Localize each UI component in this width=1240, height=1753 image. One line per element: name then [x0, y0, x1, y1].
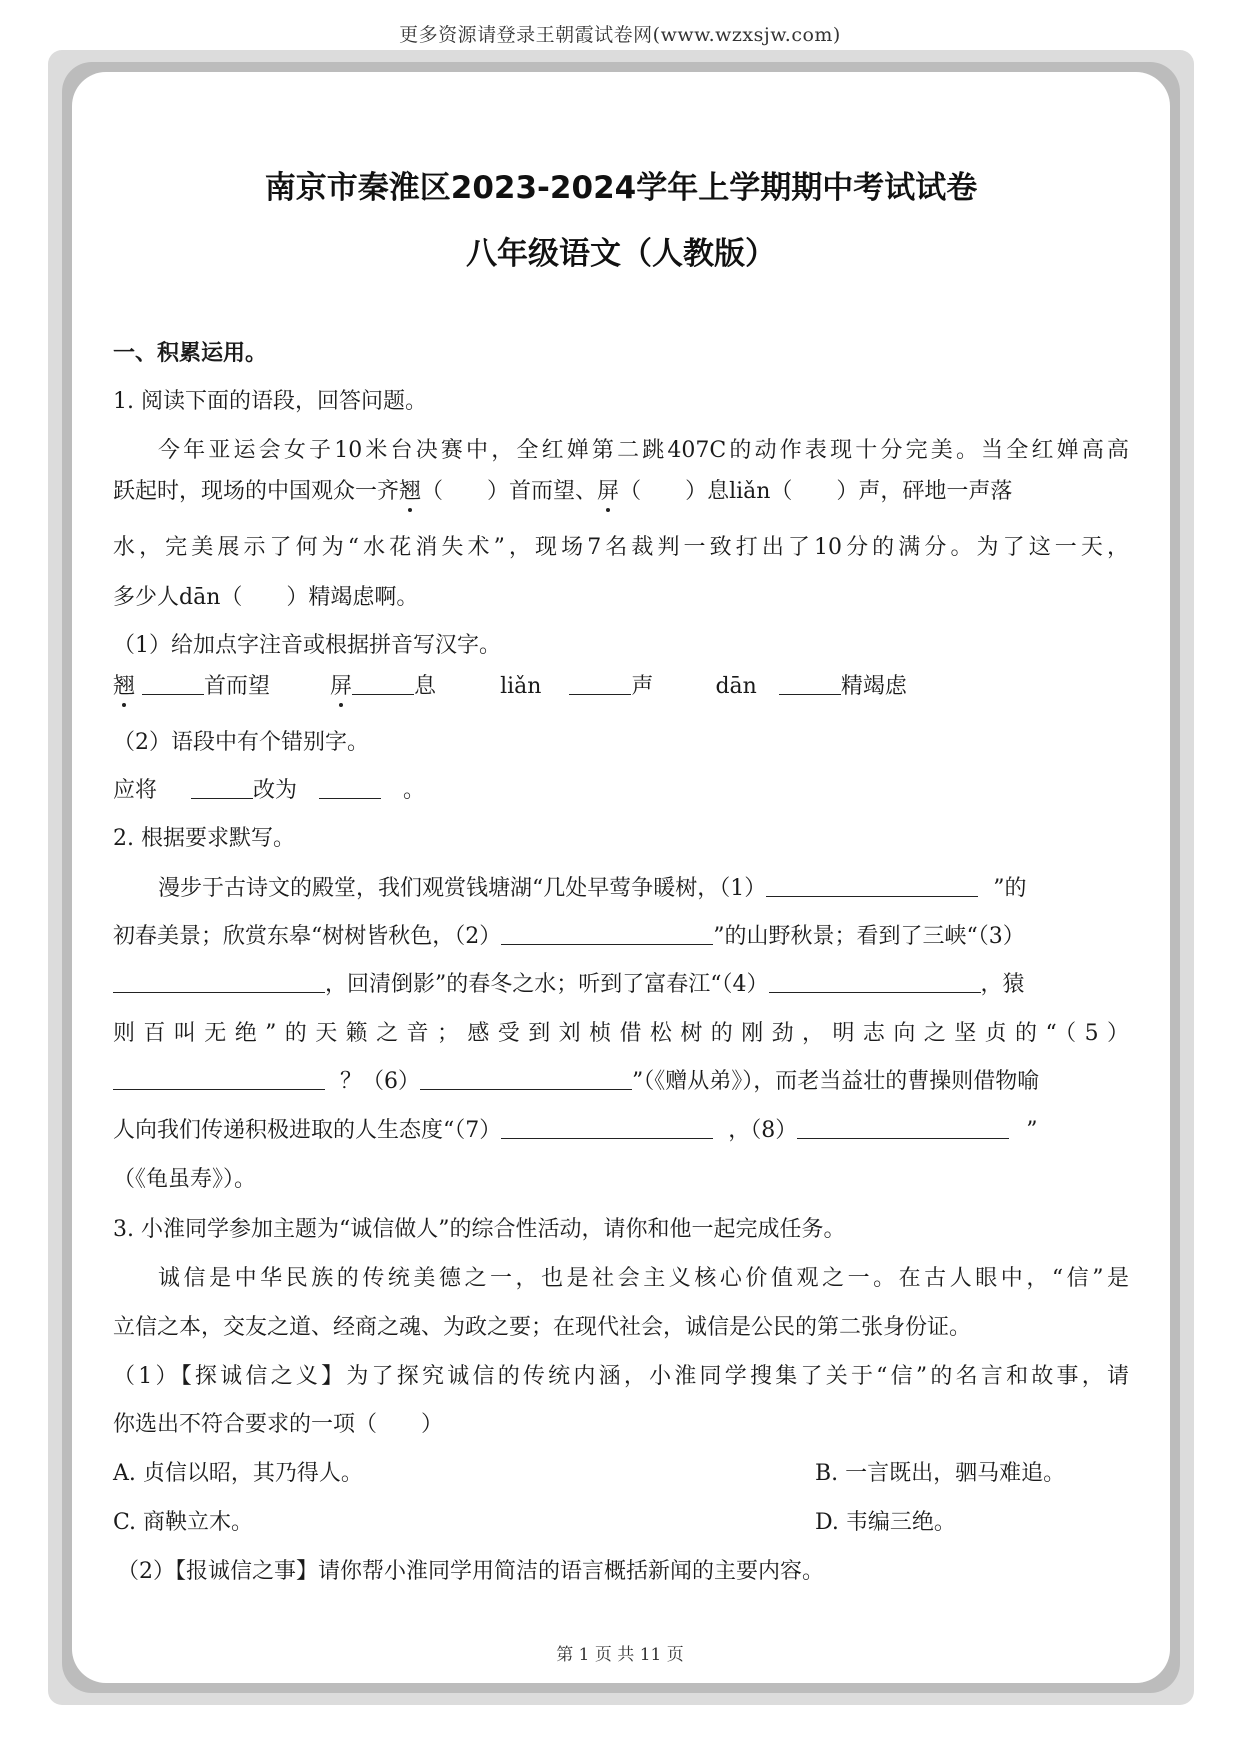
q2-text: ” [1026, 1118, 1038, 1143]
option-b[interactable]: B. 一言既出，驷马难追。 [815, 1461, 1066, 1486]
q3-sub-question-1-cont: 你选出不符合要求的一项（ ） [113, 1412, 444, 1437]
q2-text: ，回清倒影”的春冬之水；听到了富春江“（4） [325, 972, 769, 997]
question-3-stem: 3. 小淮同学参加主题为“诚信做人”的综合性活动，请你和他一起完成任务。 [113, 1217, 846, 1242]
header-note: 更多资源请登录王朝霞试卷网(www.wzxsjw.com) [399, 24, 841, 46]
q2-line-7: （《龟虽寿》）。 [113, 1167, 257, 1192]
option-c[interactable]: C. 商鞅立木。 [113, 1510, 254, 1535]
answer-blank[interactable] [191, 776, 253, 799]
q3-options-row-1 [113, 1459, 1129, 1489]
q2-text: 漫步于古诗文的殿堂，我们观赏钱塘湖“几处早莺争暖树，（1） [158, 876, 767, 901]
question-2-stem: 2. 根据要求默写。 [113, 826, 295, 851]
q2-text: ，（8） [728, 1118, 798, 1143]
exam-subtitle: 八年级语文（人教版） [466, 236, 776, 272]
answer-blank[interactable] [142, 672, 204, 695]
q2-text: 初春美景；欣赏东皋“树树皆秋色，（2） [113, 924, 502, 949]
q1-passage-text: 跃起时，现场的中国观众一齐 [113, 479, 400, 504]
answer-blank[interactable] [769, 970, 981, 993]
fix-text: 应将 [113, 778, 158, 803]
q2-text: ”的山野秋景；看到了三峡“（3） [713, 924, 1025, 949]
dotted-char: 翘 [113, 674, 136, 699]
q2-text: ，猿 [980, 972, 1025, 997]
question-1-stem: 1. 阅读下面的语段，回答问题。 [113, 389, 427, 414]
answer-blank[interactable] [766, 874, 978, 897]
answer-blank[interactable] [797, 1116, 1009, 1139]
q2-line-3 [113, 970, 1129, 1000]
q1-sub-question-2: （2）语段中有个错别字。 [113, 730, 369, 755]
fill-text: 声 [631, 674, 654, 699]
q3-sub-question-2: （2）【报诚信之事】请你帮小淮同学用简洁的语言概括新闻的主要内容。 [117, 1559, 824, 1584]
exam-title: 南京市秦淮区2023-2024学年上学期期中考试试卷 [264, 170, 978, 206]
dotted-char: 屏 [330, 674, 353, 699]
fill-text: 首而望 [204, 674, 271, 699]
page-number: 第 1 页 共 11 页 [556, 1645, 684, 1665]
q1-passage-line-3: 水，完美展示了何为“水花消失术”，现场7名裁判一致打出了10分的满分。为了这一天， [113, 535, 1129, 560]
answer-blank[interactable] [113, 970, 325, 993]
section-heading: 一、积累运用。 [113, 341, 268, 366]
answer-blank[interactable] [420, 1067, 632, 1090]
q1-fix-row [113, 776, 1129, 806]
answer-blank[interactable] [569, 672, 631, 695]
q2-line-1 [158, 874, 1129, 904]
dotted-char: 翘 [399, 479, 422, 504]
q1-sub-question-1: （1）给加点字注音或根据拼音写汉字。 [113, 633, 501, 658]
q1-passage-line-2 [113, 477, 1129, 507]
answer-blank[interactable] [501, 1116, 713, 1139]
answer-blank[interactable] [501, 922, 713, 945]
q1-fill-row [113, 672, 1129, 702]
q3-passage-line-1: 诚信是中华民族的传统美德之一，也是社会主义核心价值观之一。在古人眼中，“信”是 [158, 1266, 1129, 1291]
q2-text: ？（6） [340, 1069, 420, 1094]
q2-line-2 [113, 922, 1129, 952]
fill-text: 精竭虑 [840, 674, 907, 699]
q1-passage-line-4: 多少人dān（ ）精竭虑啊。 [113, 585, 419, 610]
q2-line-6 [113, 1116, 1129, 1146]
q2-text: 人向我们传递积极进取的人生态度“（7） [113, 1118, 502, 1143]
fill-text: 息 [414, 674, 437, 699]
option-d[interactable]: D. 韦编三绝。 [815, 1510, 956, 1535]
dotted-char: 屏 [597, 479, 620, 504]
q3-options-row-2 [113, 1508, 1129, 1538]
answer-blank[interactable] [319, 776, 381, 799]
option-a[interactable]: A. 贞信以昭，其乃得人。 [113, 1461, 363, 1486]
fill-pinyin: liǎn [500, 674, 542, 699]
fix-text: 改为 [253, 778, 298, 803]
answer-blank[interactable] [779, 672, 841, 695]
q2-line-5 [113, 1067, 1129, 1097]
q1-passage-text: （ ）首而望、 [421, 479, 598, 504]
fill-pinyin: dān [715, 674, 757, 699]
q1-passage-text: （ ）息liǎn（ ）声，砰地一声落 [619, 479, 1013, 504]
q1-passage-line-1: 今年亚运会女子10米台决赛中，全红婵第二跳407C的动作表现十分完美。当全红婵高高 [158, 438, 1129, 463]
q3-passage-line-2: 立信之本，交友之道、经商之魂、为政之要；在现代社会，诚信是公民的第二张身份证。 [113, 1315, 972, 1340]
answer-blank[interactable] [352, 672, 414, 695]
q2-text: ”（《赠从弟》），而老当益壮的曹操则借物喻 [632, 1069, 1040, 1094]
fix-text: 。 [403, 778, 426, 803]
answer-blank[interactable] [113, 1067, 325, 1090]
q2-line-4: 则百叫无绝”的天籁之音；感受到刘桢借松树的刚劲，明志向之坚贞的“（5） [113, 1021, 1129, 1046]
q3-sub-question-1: （1）【探诚信之义】为了探究诚信的传统内涵，小淮同学搜集了关于“信”的名言和故事，请 [113, 1364, 1129, 1389]
q2-text: ”的 [993, 876, 1027, 901]
